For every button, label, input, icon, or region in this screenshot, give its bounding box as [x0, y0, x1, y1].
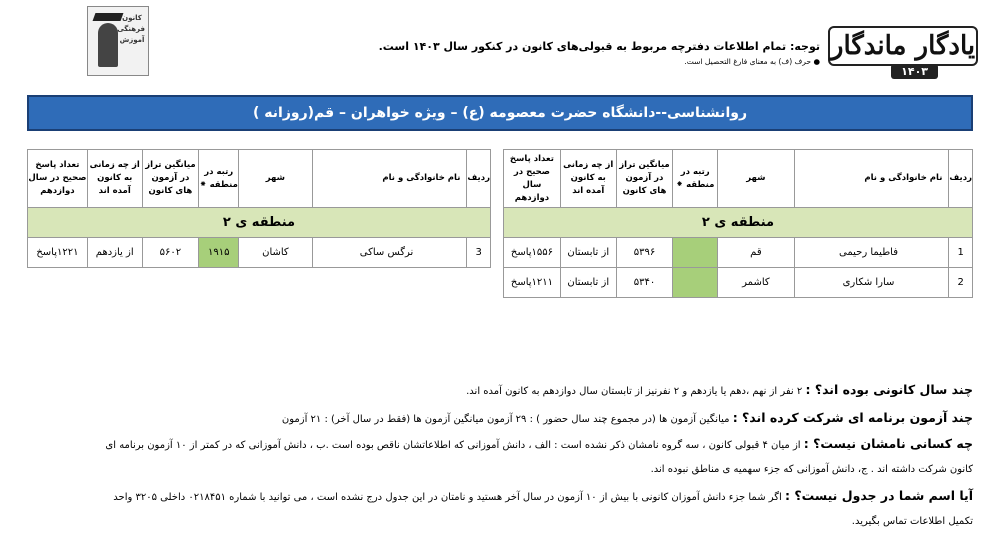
cell-answers: ۱۵۵۶پاسخ	[504, 238, 561, 268]
col-name: نام خانوادگی و نام	[312, 150, 467, 208]
kanoon-logo	[87, 6, 149, 76]
cell-answers: ۱۲۱۱پاسخ	[504, 268, 561, 298]
cell-city: قم	[718, 238, 794, 268]
col-answers: تعداد پاسخ صحیح در سال دوازدهم	[28, 150, 88, 208]
col-city: شهر	[718, 150, 794, 208]
brand-logo	[828, 26, 978, 80]
col-avg: میانگین تراز در آزمون های کانون	[616, 150, 673, 208]
qa-missing-names-cont	[23, 462, 973, 477]
cell-radif: 1	[949, 238, 973, 268]
cell-name: سارا شکاری	[794, 268, 949, 298]
col-avg: میانگین تراز در آزمون های کانون	[142, 150, 199, 208]
results-table-right	[503, 149, 973, 298]
answer-years: ۲ نفر از نهم ،دهم یا یازدهم و ۲ نفرنیز از تابستان سال دوازدهم به کانون آمده اند.	[466, 386, 803, 397]
cell-city: کاشان	[239, 238, 312, 268]
cell-name: فاطیما رحیمی	[794, 238, 949, 268]
cell-radif: 3	[467, 238, 491, 268]
col-rank: رتبه در منطقه ⁕	[199, 150, 239, 208]
qa-missing-names	[23, 436, 973, 453]
col-since: از چه زمانی به کانون آمده اند	[560, 150, 616, 208]
qa-years	[23, 382, 973, 399]
cell-rank	[673, 268, 718, 298]
answer-not-listed-cont: تکمیل اطلاعات تماس بگیرید.	[851, 516, 973, 527]
cell-name: نرگس ساکی	[312, 238, 467, 268]
cell-avg: ۵۳۴۰	[616, 268, 673, 298]
qa-not-listed-cont	[23, 514, 973, 529]
table-row	[504, 238, 973, 268]
qa-not-listed	[23, 488, 973, 505]
answer-exams: میانگین آزمون ها (در مجموع چند سال حضور ) : ۲۹ آزمون میانگین آزمون ها (فقط در سال آخر) : ۲۱ آزمون	[281, 414, 730, 425]
table-row	[28, 238, 491, 268]
answer-missing-names-cont: کانون شرکت داشته اند . ج، دانش آموزانی که جزء سهمیه ی مناطق نبوده اند.	[650, 464, 973, 475]
cell-since: از تابستان	[560, 268, 616, 298]
zone-label: منطقه ی ۲	[28, 208, 491, 238]
zone-label: منطقه ی ۲	[504, 208, 973, 238]
col-rank: رتبه در منطقه ⁕	[673, 150, 718, 208]
question-not-listed: آیا اسم شما در جدول نیست؟ :	[785, 488, 973, 503]
col-since: از چه زمانی به کانون آمده اند	[87, 150, 142, 208]
notice-sub: ● حرف (ف) به معنای فارغ التحصیل است.	[684, 57, 820, 66]
cell-avg: ۵۶۰۲	[142, 238, 199, 268]
col-city: شهر	[239, 150, 312, 208]
cell-avg: ۵۳۹۶	[616, 238, 673, 268]
col-name: نام خانوادگی و نام	[794, 150, 949, 208]
cell-rank: ۱۹۱۵	[199, 238, 239, 268]
brand-year: ۱۴۰۳	[891, 64, 938, 79]
cell-radif: 2	[949, 268, 973, 298]
qa-exams	[23, 410, 973, 427]
cell-since: از یازدهم	[87, 238, 142, 268]
col-radif: ردیف	[467, 150, 491, 208]
cell-since: از تابستان	[560, 238, 616, 268]
question-missing-names: چه کسانی نامشان نیست؟ :	[803, 436, 973, 451]
notice-main: توجه: تمام اطلاعات دفترچه مربوط به قبولی‌های کانون در کنکور سال ۱۴۰۳ است.	[378, 40, 820, 53]
question-exams: چند آزمون برنامه ای شرکت کرده اند؟ :	[732, 410, 973, 425]
cell-answers: ۱۲۲۱پاسخ	[28, 238, 88, 268]
logo-text: کانون فرهنگی آموزش	[117, 14, 145, 44]
col-radif: ردیف	[949, 150, 973, 208]
table-row	[504, 268, 973, 298]
question-years: چند سال کانونی بوده اند؟ :	[805, 382, 973, 397]
answer-missing-names: از میان ۴ قبولی کانون ، سه گروه نامشان ذکر نشده است : الف ، دانش آموزانی که اطلاعاتشان ناقص بوده است .ب ، دانش آموزانی که در کمتر از ۱۰ آزمون برنامه ای	[105, 440, 801, 451]
col-answers: تعداد پاسخ صحیح در سال دوازدهم	[504, 150, 561, 208]
notice	[379, 40, 820, 66]
graduate-figure-icon	[98, 23, 118, 67]
program-title-banner	[27, 95, 973, 131]
cell-rank	[673, 238, 718, 268]
cell-city: کاشمر	[718, 268, 794, 298]
brand-name: یادگار ماندگار	[828, 26, 978, 66]
answer-not-listed: اگر شما جزء دانش آموزان کانونی با بیش از ۱۰ آزمون در سال آخر هستید و نامتان در این جدول درج نشده است ، می توانید با شماره ۰۲۱۸۴۵۱ داخلی ۳۲۰۵ واحد	[113, 492, 782, 503]
results-table-left	[27, 149, 491, 268]
program-title: روانشناسی--دانشگاه حضرت معصومه (ع) – ویژه خواهران – قم(روزانه )	[253, 105, 747, 121]
